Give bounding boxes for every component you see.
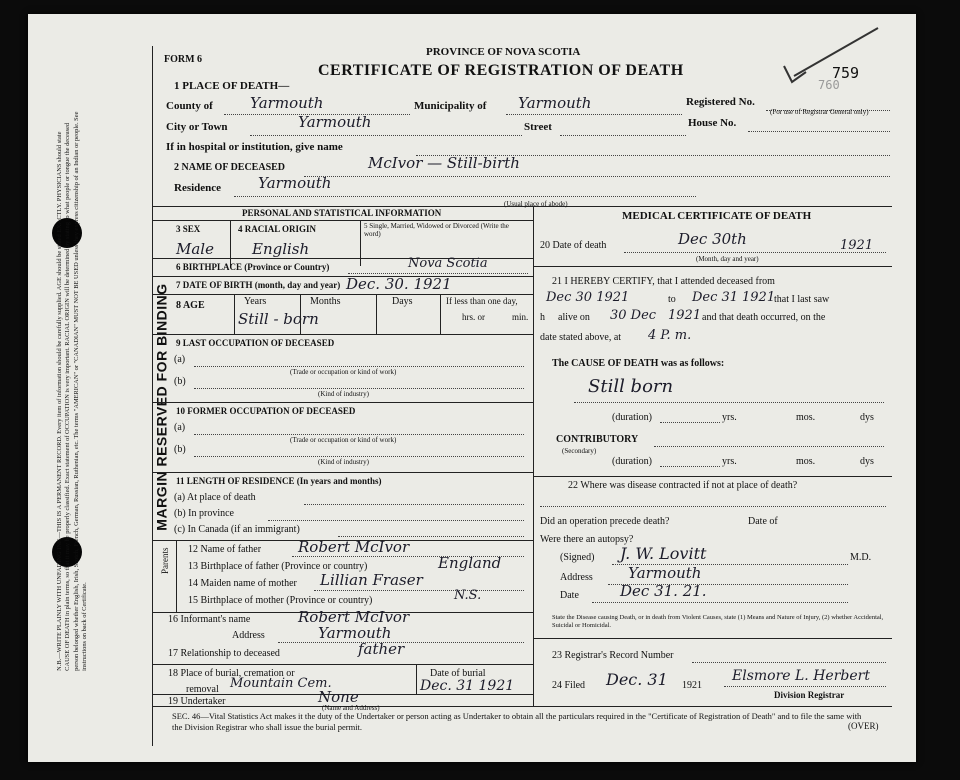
time-of-death-value: 4 P. m.: [648, 328, 692, 343]
municipality-label: Municipality of: [414, 100, 487, 112]
dob-label: 7 DATE OF BIRTH (month, day and year): [176, 280, 341, 290]
him-label: h: [540, 312, 545, 323]
burial-place-label: 18 Place of burial, cremation or: [168, 668, 295, 679]
signed-label: (Signed): [560, 552, 595, 563]
physician-date-label: Date: [560, 590, 579, 601]
dys-label-1: dys: [860, 412, 874, 423]
disease-contracted-label: 22 Where was disease contracted if not at place of death?: [568, 480, 798, 491]
sex-value: Male: [176, 240, 214, 258]
relationship-value: father: [358, 640, 405, 658]
to-label: to: [668, 294, 676, 305]
hrs-label: hrs. or: [462, 312, 485, 322]
informant-address-label: Address: [232, 630, 265, 641]
physician-date-value: Dec 31. 21.: [620, 582, 707, 600]
relationship-label: 17 Relationship to deceased: [168, 648, 280, 659]
city-label: City or Town: [166, 121, 228, 133]
undertaker-label: 19 Undertaker: [168, 696, 226, 707]
age-years-header: Years: [244, 296, 267, 307]
informant-address-value: Yarmouth: [318, 624, 392, 642]
alive-on-year: 1921: [668, 308, 702, 323]
physician-signature: J. W. Lovitt: [620, 544, 707, 563]
contributory-label: CONTRIBUTORY: [556, 434, 639, 445]
registration-stamp-faint: 760: [818, 78, 840, 92]
industry-note-2: (Kind of industry): [318, 458, 369, 466]
personal-heading: PERSONAL AND STATISTICAL INFORMATION: [242, 208, 442, 218]
province-heading: PROVINCE OF NOVA SCOTIA: [426, 46, 581, 58]
mos-label-1: mos.: [796, 412, 816, 423]
date-stated-label: date stated above, at: [540, 332, 622, 343]
death-date-value: Dec 30th: [678, 230, 747, 248]
birthplace-label: 6 BIRTHPLACE (Province or Country): [176, 262, 330, 272]
date-of-label: Date of: [748, 516, 778, 527]
former-occ-b: (b): [174, 444, 186, 455]
certify-label: 21 I HEREBY CERTIFY, that I attended deceased from: [552, 276, 775, 287]
side-instructions: N.B.—WRITE PLAINLY WITH UNFADING INK—THIS IS A PERMANENT RECORD. Every item of information should be carefully supplied. AGE should be stated EXACTLY. PHYSICIANS should state CAUSE OF DEATH in plain terms, so that it may be properly classified. Exact statement of OCCUPATION is very important. RACIAL ORIGIN will be determined by stating to what people or tongue the deceased person belonged whether English, Irish, Scotch, French, German, Russian, Ruthenian, etc. The terms "AMERICAN" or "CANADIAN" MUST NOT BE USED unless they express citizenship of an Indian or people. See instructions on back of Certificate.: [56, 111, 89, 671]
industry-note-1: (Kind of industry): [318, 390, 369, 398]
alive-on-label: alive on: [558, 312, 590, 323]
certificate-paper: [28, 14, 916, 762]
form-number: FORM 6: [164, 54, 203, 65]
deceased-name-value: McIvor — Still-birth: [368, 154, 520, 172]
footer-note: SEC. 46—Vital Statistics Act makes it the duty of the Undertaker or person acting as Undertaker to obtain all the particulars required in the "Certificate of Registration of Death" and to file the same with the Division Registrar who shall issue the burial permit.: [172, 711, 862, 732]
min-label: min.: [512, 312, 529, 322]
city-value: Yarmouth: [298, 113, 372, 131]
rule-footer: [152, 706, 892, 707]
trade-note-1: (Trade or occupation or kind of work): [290, 368, 397, 376]
attended-to-year: 1921: [742, 290, 776, 305]
death-occurred-label: and that death occurred, on the: [702, 312, 826, 323]
street-label: Street: [524, 121, 552, 133]
mother-label: 14 Maiden name of mother: [188, 578, 297, 589]
last-occupation-label: 9 LAST OCCUPATION OF DECEASED: [176, 338, 335, 348]
undertaker-note: (Name and Address): [322, 704, 380, 712]
residence-label: Residence: [174, 182, 222, 194]
father-value: Robert McIvor: [298, 538, 410, 556]
duration-label-1: (duration): [612, 412, 652, 423]
rule-column-divider: [533, 206, 534, 706]
burial-date-label: Date of burial: [430, 668, 486, 679]
county-label: County of: [166, 100, 213, 112]
house-no-label: House No.: [688, 117, 737, 129]
registration-stamp: 759: [832, 64, 860, 82]
father-birthplace-value: England: [438, 554, 502, 572]
registrar-record-label: 23 Registrar's Record Number: [552, 650, 674, 661]
age-months-header: Months: [310, 296, 341, 307]
informant-label: 16 Informant's name: [168, 614, 251, 625]
undertaker-value: None: [318, 688, 359, 706]
in-province-label: (b) In province: [174, 508, 234, 519]
father-birthplace-label: 13 Birthplace of father (Province or country): [188, 561, 368, 572]
filed-value: Dec. 31: [606, 670, 668, 689]
mother-birthplace-value: N.S.: [454, 588, 482, 603]
parents-label: Parents: [160, 547, 170, 574]
cause-value: Still born: [588, 376, 674, 397]
physician-address-label: Address: [560, 572, 593, 583]
death-date-label: 20 Date of death: [540, 240, 607, 251]
autopsy-label: Were there an autopsy?: [540, 534, 634, 545]
registrar-signature: Elsmore L. Herbert: [732, 668, 870, 684]
father-label: 12 Name of father: [188, 544, 262, 555]
burial-place-value: Mountain Cem.: [230, 676, 332, 691]
at-place-label: (a) At place of death: [174, 492, 256, 503]
deceased-name-label: 2 NAME OF DECEASED: [174, 162, 286, 173]
death-year-value: 1921: [840, 238, 874, 253]
hospital-label: If in hospital or institution, give name: [166, 141, 343, 153]
place-heading: 1 PLACE OF DEATH—: [174, 80, 290, 92]
age-label: 8 AGE: [176, 300, 205, 311]
residence-note: (Usual place of abode): [504, 200, 568, 208]
division-registrar-label: Division Registrar: [774, 690, 845, 700]
removal-label: removal: [186, 684, 219, 695]
last-occ-a: (a): [174, 354, 186, 365]
sex-label: 3 SEX: [176, 224, 201, 234]
burial-date-value: Dec. 31 1921: [420, 678, 515, 694]
registered-no-note: (For use of Registrar General only): [770, 108, 869, 116]
physician-address-value: Yarmouth: [628, 564, 702, 582]
last-saw-label: that I last saw: [774, 294, 830, 305]
yrs-label-1: yrs.: [722, 412, 737, 423]
racial-label: 4 RACIAL ORIGIN: [238, 224, 317, 234]
last-occ-b: (b): [174, 376, 186, 387]
filed-label: 24 Filed: [552, 680, 586, 691]
age-value: Still - born: [238, 310, 319, 328]
informant-value: Robert McIvor: [298, 608, 410, 626]
registered-no-label: Registered No.: [686, 96, 755, 108]
alive-on-value: 30 Dec: [610, 308, 657, 323]
margin-label: MARGIN RESERVED FOR BINDING: [153, 283, 170, 531]
age-days-header: Days: [392, 296, 413, 307]
footer-over: (OVER): [848, 721, 879, 731]
dys-label-2: dys: [860, 456, 874, 467]
page-title: CERTIFICATE OF REGISTRATION OF DEATH: [318, 62, 684, 79]
marital-label: 5 Single, Married, Widowed or Divorced (Write the word): [364, 222, 509, 238]
filed-year: 1921: [682, 680, 702, 691]
yrs-label-2: yrs.: [722, 456, 737, 467]
birthplace-value: Nova Scotia: [408, 256, 488, 271]
mother-birthplace-label: 15 Birthplace of mother (Province or country): [188, 595, 373, 606]
violent-note: State the Disease causing Death, or in death from Violent Causes, state (1) Means and Nature of Injury, (2) whether Accidental, Suicidal or Homicidal.: [552, 614, 884, 629]
in-canada-label: (c) In Canada (if an immigrant): [174, 524, 300, 535]
medical-heading: MEDICAL CERTIFICATE OF DEATH: [622, 210, 812, 222]
secondary-note: (Secondary): [562, 447, 597, 455]
death-date-note: (Month, day and year): [696, 255, 759, 263]
municipality-value: Yarmouth: [518, 94, 592, 112]
age-note: If less than one day,: [446, 296, 518, 306]
attended-to-value: Dec 31: [692, 290, 739, 305]
cause-label: The CAUSE OF DEATH was as follows:: [552, 358, 725, 369]
mos-label-2: mos.: [796, 456, 816, 467]
residence-length-label: 11 LENGTH OF RESIDENCE (In years and months): [176, 476, 382, 486]
former-occ-a: (a): [174, 422, 186, 433]
duration-label-2: (duration): [612, 456, 652, 467]
operation-label: Did an operation precede death?: [540, 516, 670, 527]
attended-from-value: Dec 30 1921: [546, 290, 630, 305]
residence-value: Yarmouth: [258, 174, 332, 192]
county-value: Yarmouth: [250, 94, 324, 112]
check-mark-icon: [776, 20, 886, 92]
md-label: M.D.: [850, 552, 872, 563]
dob-value: Dec. 30. 1921: [346, 275, 452, 293]
form-left-border: [152, 46, 153, 746]
former-occupation-label: 10 FORMER OCCUPATION OF DECEASED: [176, 406, 356, 416]
trade-note-2: (Trade or occupation or kind of work): [290, 436, 397, 444]
mother-value: Lillian Fraser: [320, 571, 423, 589]
racial-value: English: [252, 240, 310, 258]
